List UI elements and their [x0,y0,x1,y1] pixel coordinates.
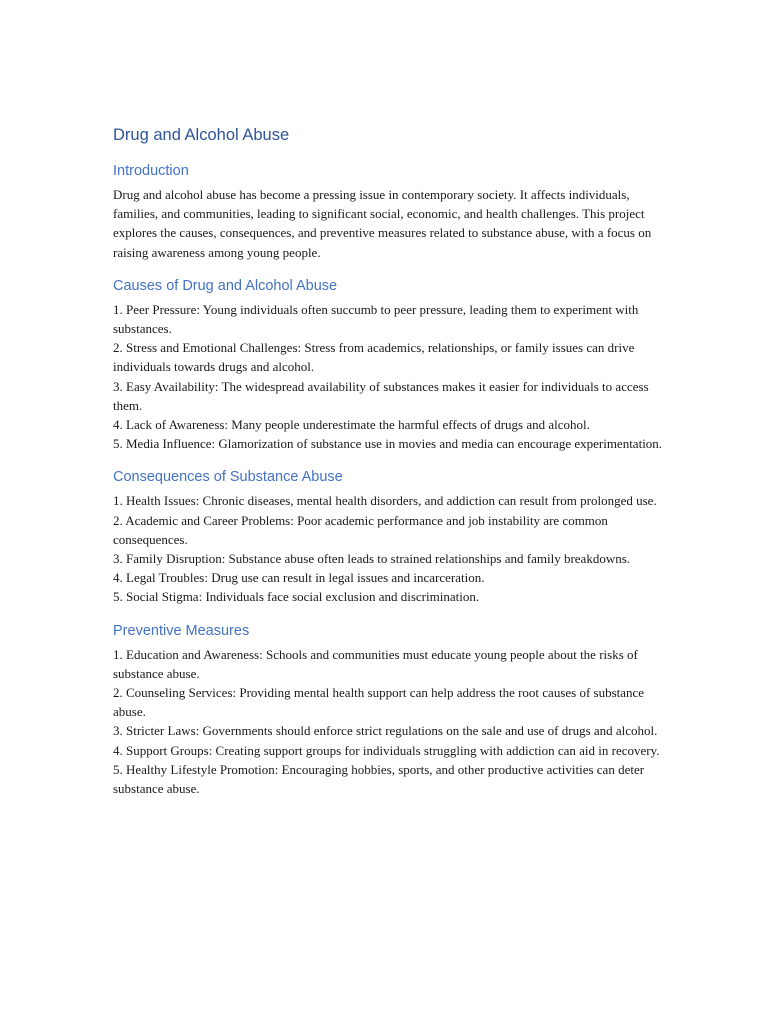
introduction-section [113,161,663,262]
list-item: 1. Education and Awareness: Schools and communities must educate young people about the risks of substance abuse. [113,646,638,681]
list-item: 2. Counseling Services: Providing mental health support can help address the root causes of substance abuse. [113,685,645,720]
introduction-text: Drug and alcohol abuse has become a pressing issue in contemporary society. It affects individuals, families, and communities, leading to significant social, economic, and health challenges. This project explores the causes, consequences, and preventive measures related to substance abuse, with a focus on raising awareness among young people. [113,187,652,260]
consequences-section [113,467,663,606]
list-item: 2. Academic and Career Problems: Poor academic performance and job instability are common consequences. [113,512,608,547]
causes-heading: Causes of Drug and Alcohol Abuse [113,277,338,294]
list-item: 3. Family Disruption: Substance abuse often leads to strained relationships and family breakdowns. [113,551,631,567]
consequences-heading: Consequences of Substance Abuse [113,469,343,486]
list-item: 4. Support Groups: Creating support groups for individuals struggling with addiction can aid in recovery. [113,742,660,758]
list-item: 5. Social Stigma: Individuals face social exclusion and discrimination. [113,589,480,605]
list-item: 1. Peer Pressure: Young individuals often succumb to peer pressure, leading them to experiment with substances. [113,301,639,337]
document-title: Drug and Alcohol Abuse [113,126,290,144]
list-item: 4. Legal Troubles: Drug use can result in legal issues and incarceration. [113,570,485,586]
list-item: 3. Stricter Laws: Governments should enforce strict regulations on the sale and use of drugs and alcohol. [113,723,658,739]
list-item: 3. Easy Availability: The widespread availability of substances makes it easier for individuals to access them. [113,378,649,413]
causes-section [113,276,663,454]
preventive-section [113,621,663,799]
list-item: 4. Lack of Awareness: Many people underestimate the harmful effects of drugs and alcohol. [113,417,590,433]
list-item: 5. Media Influence: Glamorization of substance use in movies and media can encourage experimentation. [113,436,663,452]
list-item: 1. Health Issues: Chronic diseases, mental health disorders, and addiction can result from prolonged use. [113,493,657,509]
list-item: 2. Stress and Emotional Challenges: Stress from academics, relationships, or family issues can drive individuals towards drugs and alcohol. [113,340,635,375]
preventive-heading: Preventive Measures [113,622,250,639]
introduction-heading: Introduction [113,163,189,179]
document-page [113,124,663,812]
list-item: 5. Healthy Lifestyle Promotion: Encouraging hobbies, sports, and other productive activities can deter substance abuse. [113,761,645,797]
